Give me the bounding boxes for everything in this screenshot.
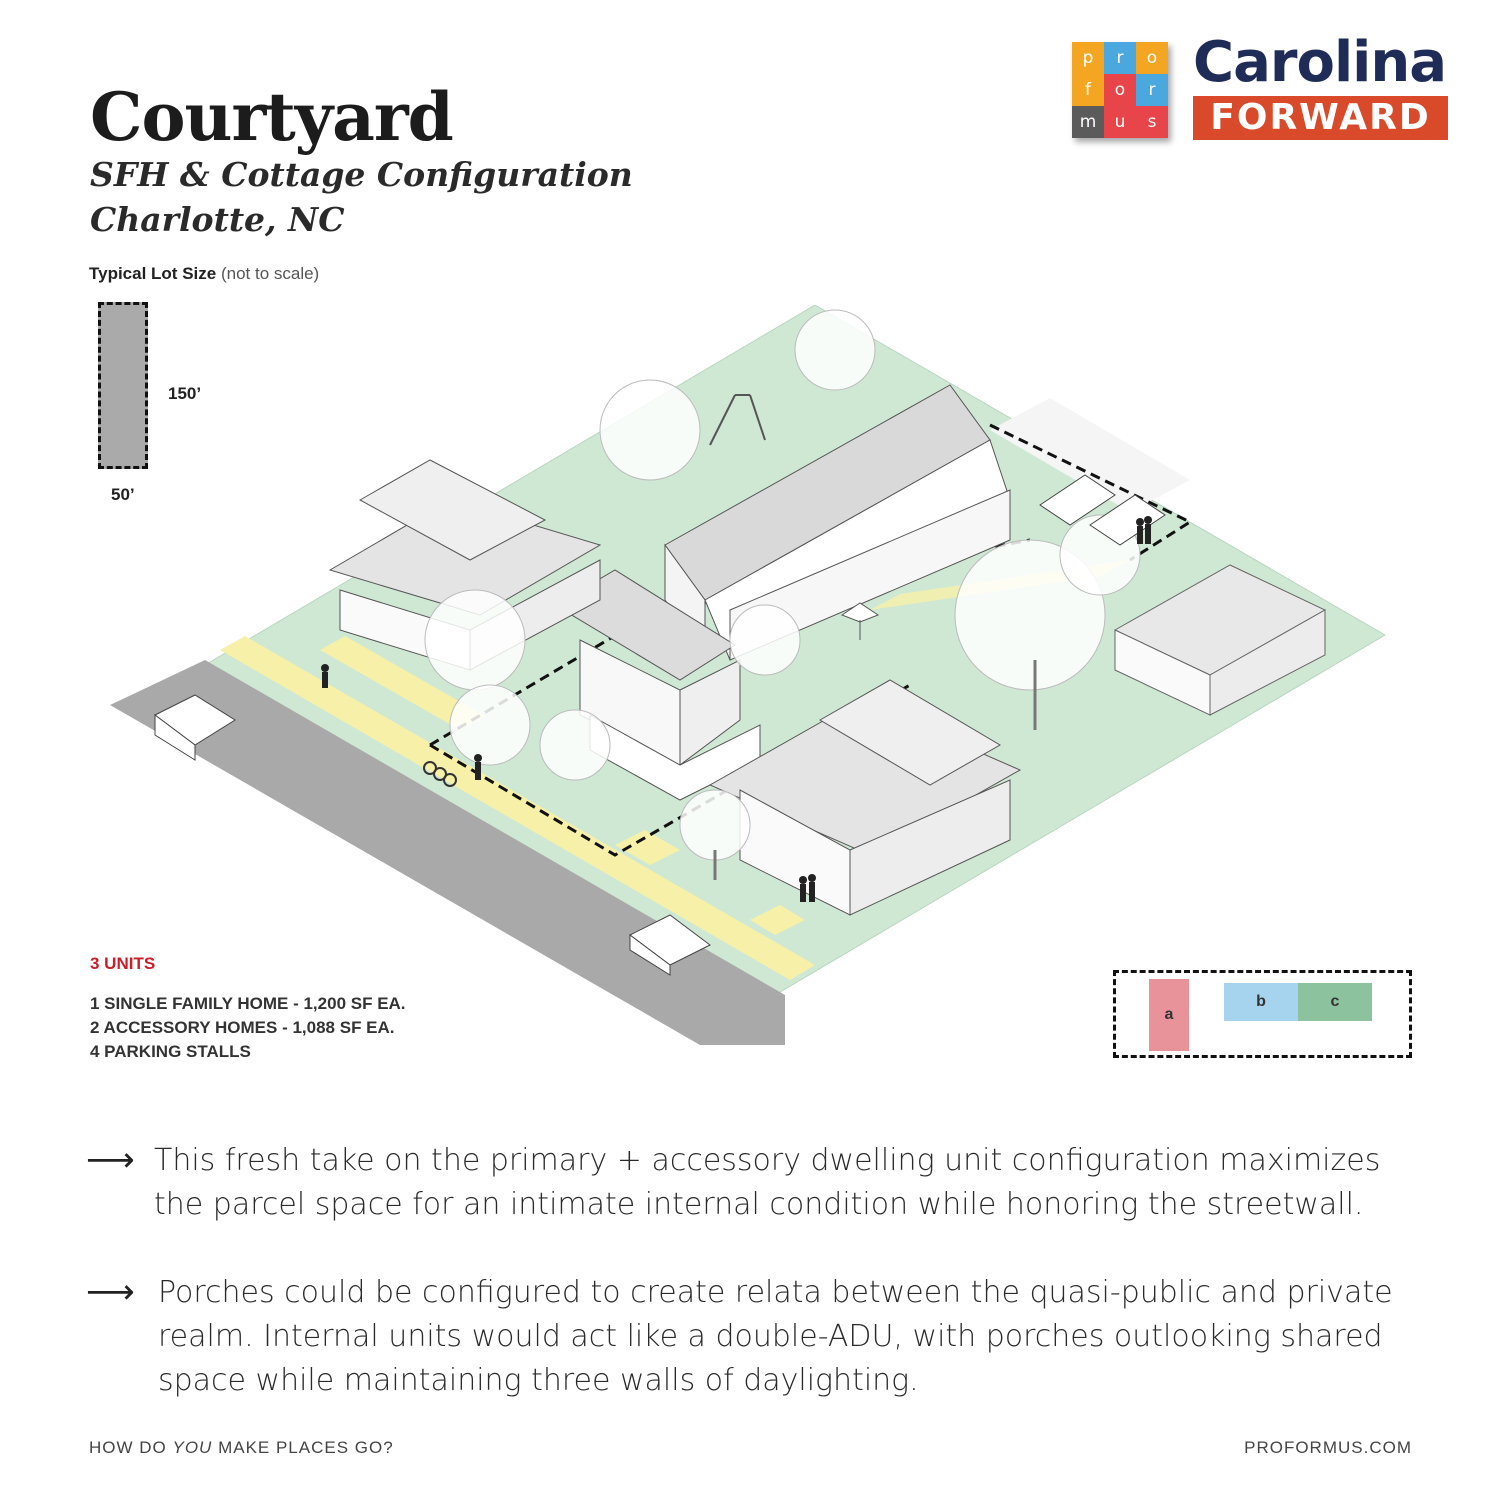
description-paragraph-1: This fresh take on the primary + accessory dwelling unit configuration maximizes the parcel space for an intimate internal condition while honoring the streetwall. [154, 1143, 1381, 1222]
footer-tagline [89, 1438, 394, 1458]
page-subtitle: SFH & Cottage Configuration [90, 155, 633, 194]
unit-c-box: c [1298, 983, 1372, 1021]
arrow-icon: ⟶ [86, 1272, 135, 1312]
unit-line-accessory: 2 ACCESSORY HOMES - 1,088 SF EA. [90, 1018, 395, 1037]
proformus-logo-letter: s [1136, 106, 1168, 138]
unit-line-parking: 4 PARKING STALLS [90, 1042, 251, 1061]
lot-depth-label: 150’ [168, 384, 202, 403]
proformus-logo-letter: r [1136, 74, 1168, 106]
lot-size-label-bold: Typical Lot Size [89, 264, 217, 283]
proformus-logo-letter: o [1136, 42, 1168, 74]
footer-tagline-emphasis: YOU [172, 1438, 213, 1457]
lot-size-note: (not to scale) [220, 264, 320, 283]
unit-a-box: a [1149, 979, 1189, 1051]
proformus-logo [1072, 42, 1168, 138]
isometric-site-illustration [100, 305, 1390, 1050]
footer-website: PROFORMUS.COM [1244, 1438, 1412, 1457]
proformus-logo-letter: p [1072, 42, 1104, 74]
proformus-logo-letter: f [1072, 74, 1104, 106]
footer-tagline-prefix: HOW DO [89, 1438, 173, 1457]
unit-line-sfh: 1 SINGLE FAMILY HOME - 1,200 SF EA. [90, 994, 406, 1013]
arrow-icon: ⟶ [86, 1140, 135, 1180]
location-label: Charlotte, NC [90, 200, 345, 239]
proformus-logo-letter: r [1104, 42, 1136, 74]
lot-size-label [89, 264, 319, 284]
proformus-logo-letter: o [1104, 74, 1136, 106]
lot-width-label: 50’ [111, 485, 135, 504]
unit-b-box: b [1224, 983, 1298, 1021]
description-paragraph-2: Porches could be configured to create relata between the quasi-public and private realm. Internal units would act like a double-ADU, with porches outlooking shared space while maintaining three walls of daylighting. [158, 1275, 1393, 1398]
units-heading: 3 UNITS [90, 954, 156, 973]
footer-tagline-suffix: MAKE PLACES GO? [212, 1438, 394, 1457]
page-title: Courtyard [90, 78, 453, 156]
carolina-forward-logo-text: Carolina [1193, 30, 1447, 95]
forward-logo-banner: FORWARD [1193, 96, 1448, 140]
proformus-logo-letter: u [1104, 106, 1136, 138]
proformus-logo-letter: m [1072, 106, 1104, 138]
unit-layout-diagram [1113, 970, 1412, 1058]
